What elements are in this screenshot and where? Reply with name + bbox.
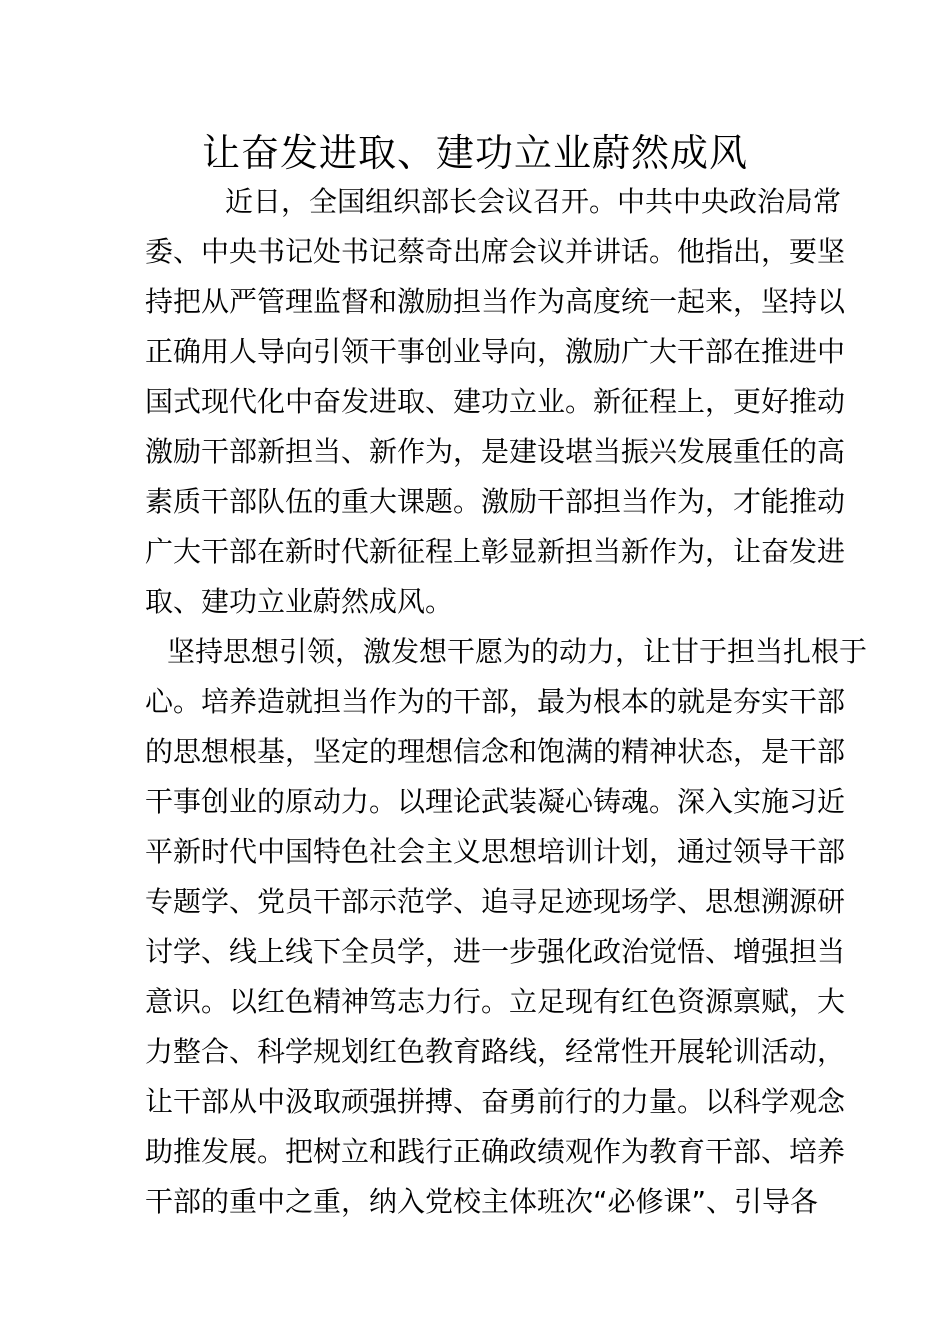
paragraph-line: 国式现代化中奋发进取、建功立业。新征程上，更好推动 [145, 385, 846, 418]
paragraph-line: 力整合、科学规划红色教育路线，经常性开展轮训活动， [145, 1035, 846, 1068]
paragraph-line: 的思想根基，坚定的理想信念和饱满的精神状态，是干部 [145, 735, 846, 768]
paragraph-line: 意识。以红色精神笃志力行。立足现有红色资源禀赋，大 [145, 985, 846, 1018]
paragraph-line: 让干部从中汲取顽强拼搏、奋勇前行的力量。以科学观念 [145, 1085, 846, 1118]
paragraph-line: 助推发展。把树立和践行正确政绩观作为教育干部、培养 [145, 1135, 846, 1168]
paragraph-line: 取、建功立业蔚然成风。 [145, 585, 454, 618]
paragraph-line: 干部的重中之重，纳入党校主体班次“必修课”、引导各 [145, 1185, 819, 1218]
paragraph-line: 持把从严管理监督和激励担当作为高度统一起来，坚持以 [145, 285, 846, 318]
paragraph-line: 心。培养造就担当作为的干部，最为根本的就是夯实干部 [145, 685, 846, 718]
paragraph-line: 素质干部队伍的重大课题。激励干部担当作为，才能推动 [145, 485, 846, 518]
paragraph-line: 委、中央书记处书记蔡奇出席会议并讲话。他指出，要坚 [145, 235, 846, 268]
paragraph-line: 专题学、党员干部示范学、追寻足迹现场学、思想溯源研 [145, 885, 846, 918]
paragraph-line: 激励干部新担当、新作为，是建设堪当振兴发展重任的高 [145, 435, 846, 468]
paragraph-line: 正确用人导向引领干事创业导向，激励广大干部在推进中 [145, 335, 846, 368]
paragraph-line: 近日，全国组织部长会议召开。中共中央政治局常 [225, 185, 842, 218]
paragraph-line: 坚持思想引领，激发想干愿为的动力，让甘于担当扎根于 [167, 635, 868, 668]
document-title: 让奋发进取、建功立业蔚然成风 [201, 131, 748, 175]
paragraph-line: 广大干部在新时代新征程上彰显新担当新作为，让奋发进 [145, 535, 846, 568]
paragraph-line: 讨学、线上线下全员学，进一步强化政治觉悟、增强担当 [145, 935, 846, 968]
paragraph-line: 平新时代中国特色社会主义思想培训计划，通过领导干部 [145, 835, 846, 868]
paragraph-line: 干事创业的原动力。以理论武装凝心铸魂。深入实施习近 [145, 785, 846, 818]
